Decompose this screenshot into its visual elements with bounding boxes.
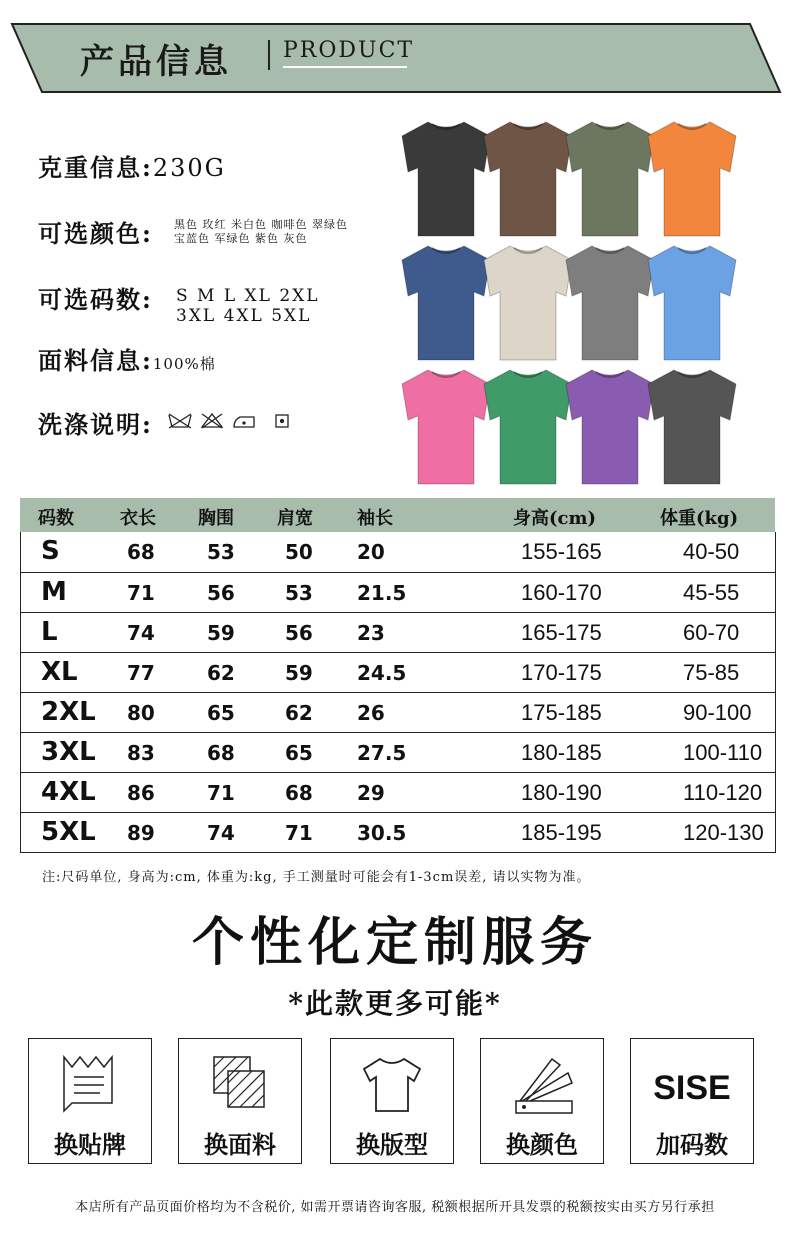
size-cell: 50: [285, 540, 313, 564]
sizes-line-1: S M L XL 2XL: [176, 286, 320, 306]
size-cell: 71: [207, 781, 235, 805]
size-cell: 89: [127, 821, 155, 845]
size-cell: XL: [41, 657, 78, 687]
header-sleeve: 袖长: [357, 508, 393, 529]
tshirt-swatch: [484, 246, 572, 360]
custom-label-text: 换贴牌: [54, 1130, 126, 1159]
sise-text: SISE: [653, 1069, 731, 1107]
wash-label: 洗涤说明:: [38, 410, 153, 439]
tshirt-swatch: [648, 246, 736, 360]
tshirt-swatch: [648, 122, 736, 236]
measurement-note: 注:尺码单位, 身高为:cm, 体重为:kg, 手工测量时可能会有1-3cm误差, 请以实物为准。: [42, 870, 591, 885]
size-cell: 77: [127, 661, 155, 685]
color-fan-icon: [512, 1053, 576, 1117]
size-cell: 155-165: [521, 539, 602, 564]
custom-pattern-text: 换版型: [356, 1130, 428, 1159]
size-row: [21, 652, 775, 693]
header-weight: 体重(kg): [660, 508, 739, 529]
size-cell: 110-120: [683, 780, 763, 805]
header-chest: 胸围: [198, 508, 234, 529]
size-cell: 86: [127, 781, 155, 805]
banner-underline: [283, 66, 407, 68]
no-bleach-icon: [202, 414, 222, 428]
weight-label: 克重信息:: [38, 153, 153, 182]
size-cell: 5XL: [41, 817, 96, 847]
size-row: [21, 812, 775, 853]
iron-icon: [234, 417, 254, 427]
custom-box-pattern: [330, 1038, 454, 1164]
sizes-line-2: 3XL 4XL 5XL: [176, 306, 312, 326]
fabric-value: 100%棉: [152, 355, 216, 373]
tshirt-swatch: [402, 370, 490, 484]
size-cell: 71: [127, 581, 155, 605]
tshirt-outline-icon: [362, 1053, 422, 1117]
size-cell: 75-85: [683, 660, 740, 685]
size-cell: 4XL: [41, 777, 96, 807]
size-cell: 20: [357, 540, 385, 564]
header-length: 衣长: [120, 508, 156, 529]
size-cell: 120-130: [683, 820, 764, 845]
header-height: 身高(cm): [513, 508, 597, 529]
wash-icons: [166, 410, 296, 432]
size-cell: 53: [207, 540, 235, 564]
tax-footer: 本店所有产品页面价格均为不含税价, 如需开票请咨询客服, 税额根据所开具发票的税额按实由买方另行承担: [75, 1200, 715, 1215]
tumble-dry-icon: [276, 415, 288, 427]
banner-title-en: PRODUCT: [283, 38, 415, 63]
size-cell: 59: [285, 661, 313, 685]
custom-box-label: [28, 1038, 152, 1164]
size-cell: 71: [285, 821, 313, 845]
size-cell: 83: [127, 741, 155, 765]
tshirt-color-grid: [400, 114, 756, 488]
size-cell: 74: [127, 621, 155, 645]
size-cell: 59: [207, 621, 235, 645]
fabric-label: 面料信息:: [38, 346, 153, 375]
size-cell: M: [41, 577, 67, 607]
size-cell: 160-170: [521, 580, 602, 605]
custom-box-fabric: [178, 1038, 302, 1164]
size-cell: 2XL: [41, 697, 96, 727]
size-cell: 45-55: [683, 580, 740, 605]
size-cell: 56: [285, 621, 313, 645]
fabric-row: [38, 341, 216, 376]
tshirt-swatch: [648, 370, 736, 484]
tshirt-swatch: [566, 122, 654, 236]
sizes-row: [38, 280, 153, 315]
header-size: 码数: [38, 508, 74, 529]
size-cell: 165-175: [521, 620, 602, 645]
size-cell: 65: [207, 701, 235, 725]
size-cell: 80: [127, 701, 155, 725]
size-row: [21, 532, 775, 572]
wash-row: [38, 405, 153, 440]
weight-value: 230G: [152, 154, 226, 182]
size-cell: 175-185: [521, 700, 602, 725]
custom-service-title: 个性化定制服务: [191, 912, 598, 973]
colors-label: 可选颜色:: [38, 219, 153, 248]
size-cell: 3XL: [41, 737, 96, 767]
size-cell: 90-100: [683, 700, 752, 725]
size-cell: 62: [285, 701, 313, 725]
size-cell: 23: [357, 621, 385, 645]
size-table-header: [20, 498, 775, 532]
tshirt-swatch: [484, 370, 572, 484]
size-cell: 62: [207, 661, 235, 685]
banner-divider: [268, 40, 270, 70]
colors-line-2: 宝蓝色 军绿色 紫色 灰色: [174, 232, 308, 245]
sizes-label: 可选码数:: [38, 285, 153, 314]
no-wash-icon: [169, 414, 191, 428]
colors-list: [174, 218, 348, 246]
tshirt-swatch: [566, 370, 654, 484]
size-cell: S: [41, 536, 60, 566]
tshirt-swatch: [484, 122, 572, 236]
size-row: [21, 692, 775, 733]
size-cell: 68: [285, 781, 313, 805]
size-cell: 170-175: [521, 660, 602, 685]
size-table: [20, 532, 776, 853]
tshirt-swatch: [402, 246, 490, 360]
header-shoulder: 肩宽: [277, 508, 313, 529]
custom-color-text: 换颜色: [506, 1130, 578, 1159]
tshirt-swatch: [566, 246, 654, 360]
size-cell: 30.5: [357, 821, 407, 845]
custom-fabric-text: 换面料: [204, 1130, 276, 1159]
custom-box-size: [630, 1038, 754, 1164]
size-cell: 27.5: [357, 741, 407, 765]
size-cell: 74: [207, 821, 235, 845]
size-cell: 26: [357, 701, 385, 725]
size-cell: 65: [285, 741, 313, 765]
size-cell: 68: [127, 540, 155, 564]
sizes-list: [176, 286, 320, 326]
size-row: [21, 572, 775, 613]
size-row: [21, 732, 775, 773]
weight-row: [38, 148, 226, 183]
label-tag-icon: [60, 1053, 120, 1117]
tshirt-swatch: [402, 122, 490, 236]
banner-title-cn: 产品信息: [80, 42, 232, 82]
colors-row: [38, 214, 153, 249]
size-cell: 40-50: [683, 539, 740, 564]
size-row: [21, 612, 775, 653]
size-cell: 53: [285, 581, 313, 605]
colors-line-1: 黑色 玫红 米白色 咖啡色 翠绿色: [174, 218, 348, 231]
size-cell: L: [41, 617, 58, 647]
size-cell: 180-185: [521, 740, 602, 765]
size-cell: 100-110: [683, 740, 763, 765]
size-row: [21, 772, 775, 813]
size-cell: 29: [357, 781, 385, 805]
size-cell: 21.5: [357, 581, 407, 605]
fabric-swatch-icon: [210, 1053, 270, 1117]
size-cell: 60-70: [683, 620, 740, 645]
custom-size-text: 加码数: [656, 1130, 728, 1159]
size-cell: 180-190: [521, 780, 602, 805]
custom-box-color: [480, 1038, 604, 1164]
size-cell: 24.5: [357, 661, 407, 685]
size-cell: 56: [207, 581, 235, 605]
custom-service-subtitle: *此款更多可能*: [288, 987, 502, 1020]
size-cell: 68: [207, 741, 235, 765]
size-cell: 185-195: [521, 820, 602, 845]
